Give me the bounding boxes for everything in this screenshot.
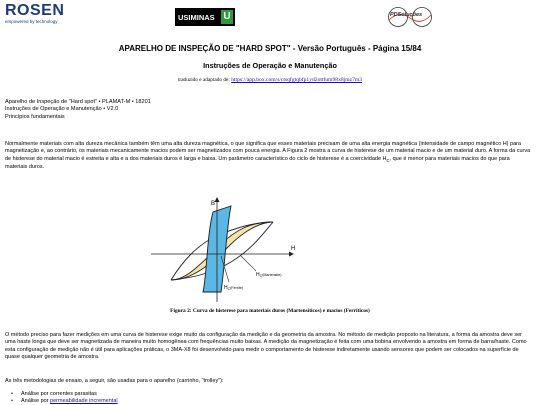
permeability-link[interactable]: permeabilidade incremental	[50, 398, 118, 404]
intro-text-after: , que é menor para materiais macios do que para materiais duros.	[5, 155, 510, 170]
b-axis-arrow	[215, 197, 220, 202]
hc-ferrite-subscript: C	[227, 287, 231, 291]
usiminas-logo	[175, 8, 235, 26]
pdsolucoes-logo	[387, 6, 433, 28]
hc-martensite-name: (Martensite)	[262, 273, 282, 277]
rosen-logo	[5, 3, 64, 25]
methods-intro: As três metodologias de ensaio, a seguir, são usadas para o aparelho (carrinho, "trolley"):	[5, 378, 224, 384]
hc-ferrite-symbol: H	[224, 285, 228, 291]
document-info-line3: Princípios fundamentais	[5, 113, 65, 120]
page-subtitle: Instruções de Operação e Manutenção	[203, 61, 337, 70]
translation-credit	[0, 77, 540, 83]
method-permeability-prefix: Análise por	[21, 398, 51, 404]
hysteresis-diagram	[141, 194, 301, 304]
hc-martensite-symbol: H	[256, 272, 260, 278]
list-item	[11, 398, 118, 405]
credit-prefix: traduzido e adaptado de:	[177, 77, 230, 83]
document-info-line2: Instruções de Operação e Manutenção • V2.0	[5, 106, 119, 113]
hc-martensite-subscript: C	[259, 274, 263, 278]
intro-text-before: Normalmente materiais com alta dureza mecânica também têm uma alta dureza magnética, o que significa que esses materiais precisam de uma alta energia magnética (intensidade de campo magnético H) para magnetização e, ao contrário, os materiais mecanicamente macios podem ser magnetizados com pouca energia. A Figura 2 mostra a curva de histerese de um material macio e de um material duro. A forma da curva de histerese do material macio é estreita e alta e a dos materiais duros é larga e baixa. Um parâmetro característico do ciclo de histerese é a coercividade H	[5, 141, 531, 162]
method-paragraph: O método preciso para fazer medições em uma curva de histerese exige muito da configuração da medição e da geometria da amostra. No método de medição proposto na literatura, a forma da amostra deve ser uma haste longa que deve ser magnetizada de maneira muito homogênea com frequências muito baixas. A medição da magnetização é feita com uma bobina envolvendo a amostra em forma de barra/haste. Como esta configuração de medição não é útil para aplicações práticas, o 3MA-X8 foi desenvolvido para medir o comportamento de histerese indiretamente usando sensores que podem ser colocados na superfície de quase qualquer geometria de amostra.	[5, 332, 527, 360]
hysteresis-figure	[141, 194, 301, 304]
method-eddy-current: Análise por correntes parasitas	[21, 391, 97, 397]
methods-list	[11, 391, 118, 405]
document-info	[5, 99, 151, 121]
header-logos	[0, 0, 540, 34]
list-item	[11, 391, 118, 398]
h-axis-arrow	[289, 252, 294, 257]
rosen-logo-tagline: empowered by technology	[5, 19, 58, 24]
intro-paragraph	[5, 141, 533, 171]
hc-ferrite-name: (Ferrite)	[230, 286, 244, 290]
pdsolucoes-logo-text: PDSoluções	[390, 12, 423, 18]
hc-martensite-label	[256, 272, 281, 278]
hc-ferrite-label	[224, 285, 243, 291]
page-title: APARELHO DE INSPEÇÃO DE "HARD SPOT" - Versão Português - Página 15/84	[118, 44, 422, 53]
b-axis-label: B	[211, 201, 216, 207]
rosen-logo-name: ROSEN	[5, 2, 65, 19]
figure-caption: Figura 2: Curva de histerese para materiais duros (Martensíticos) e macios (Ferríticos)	[170, 308, 370, 314]
h-axis-label: H	[291, 246, 296, 252]
usiminas-logo-badge: U	[221, 10, 233, 24]
usiminas-logo-name: USIMINAS	[178, 12, 215, 22]
source-link[interactable]: https://app.box.com/s/ctsqfgtqbfp1yd2ottfum98x8jmz7m3	[231, 77, 363, 83]
document-info-line1: Aparelho de Inspeção de "Hard spot" • PLAMAT-M • 18201	[5, 99, 151, 105]
coercivity-subscript: C	[386, 157, 390, 163]
martensite-pointer	[241, 256, 256, 271]
